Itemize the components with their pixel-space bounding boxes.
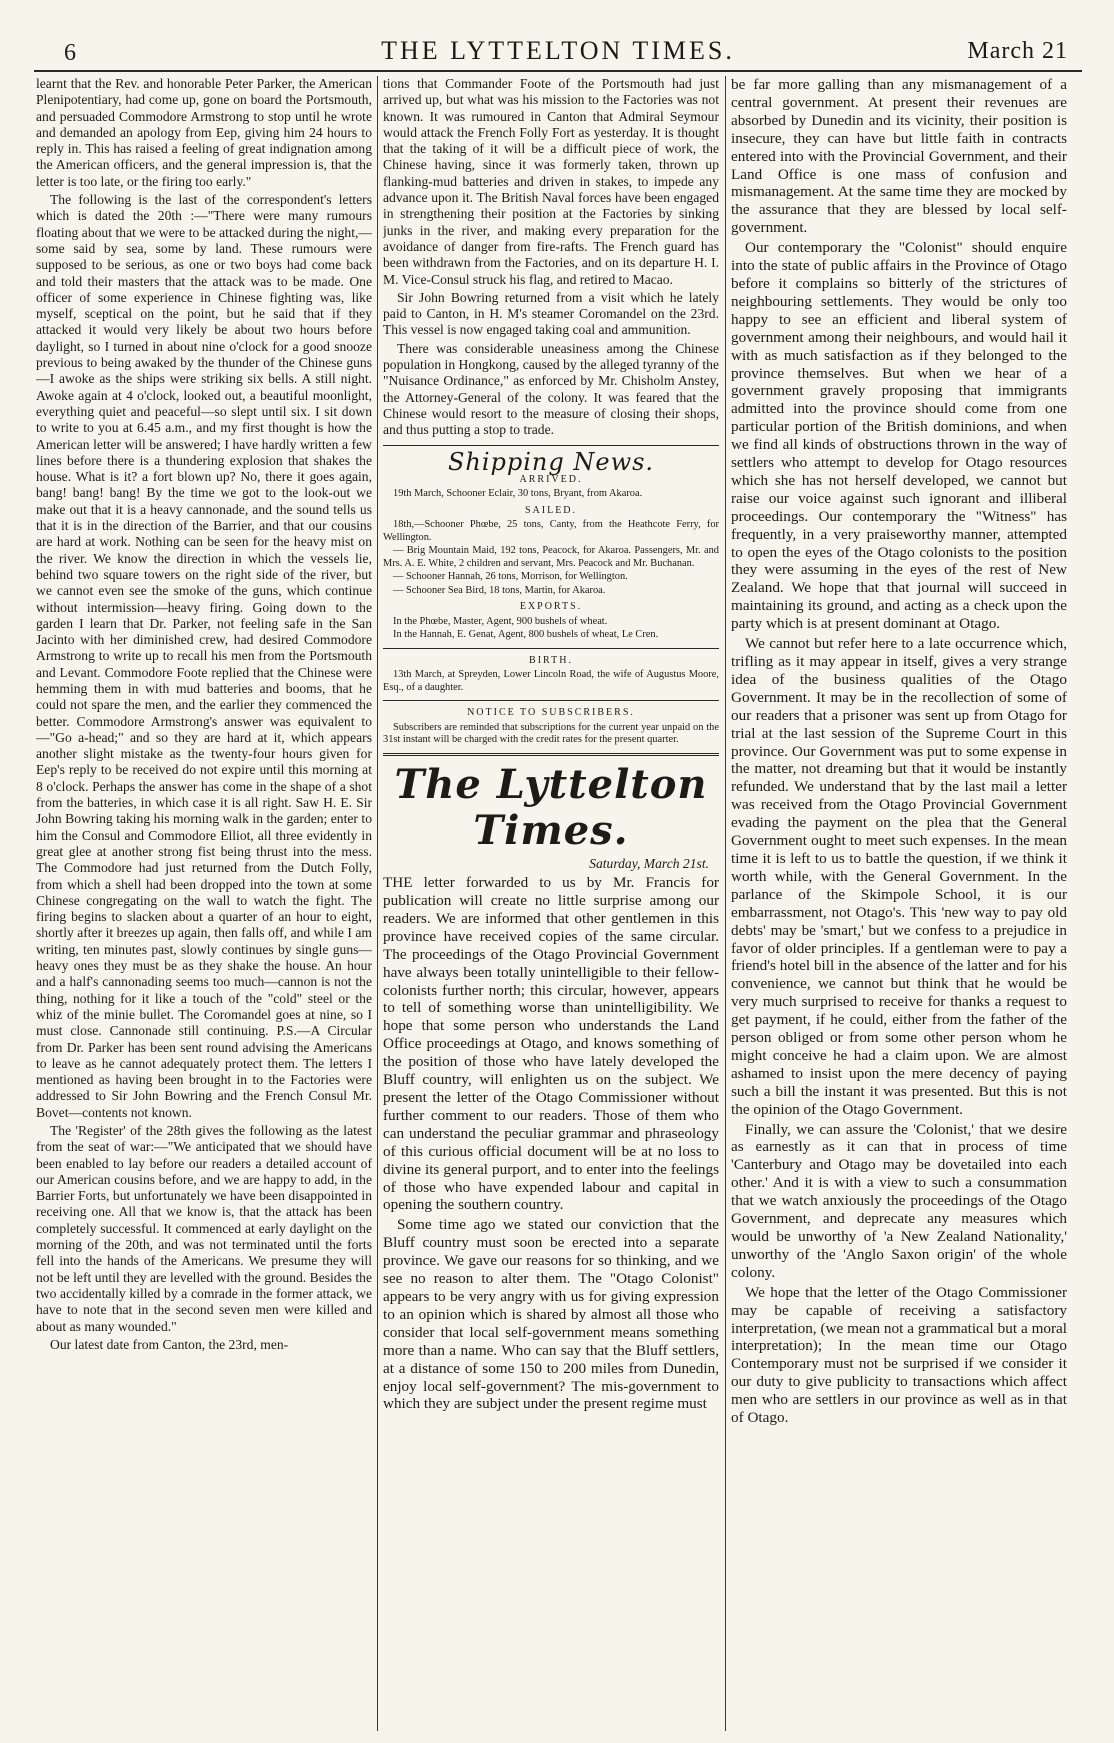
shipping-news-heading: Shipping News. [447, 447, 655, 476]
column-divider [377, 76, 378, 1731]
sailing-entry: — Schooner Hannah, 26 tons, Morrison, for Wellington. [393, 571, 628, 583]
paragraph: The 'Register' of the 28th gives the following as the latest from the seat of war:—"We anticipated that we should have been enabled to lay before our readers a detailed account of our American cousins before, and we are happy to add, in the Barrier Forts, but unfortunately we have been disappointed in receiving one. All that we know is, that the attack has been completely successful. It commenced at early daylight on the morning of the 20th, and was not terminated until the forts fell into the hands of the Americans. We presume they will not be left until they are levelled with the ground. Besides the two accidentally killed by a comrade in the former attack, we have to note that in the second seven men were killed and about as many wounded." [36, 1123, 372, 1334]
sailing-entry: — Schooner Sea Bird, 18 tons, Martin, for Akaroa. [393, 584, 606, 596]
notice-label: NOTICE TO SUBSCRIBERS. [467, 707, 635, 719]
paragraph: Sir John Bowring returned from a visit which he lately paid to Canton, in H. M's steamer Coromandel on the 23rd. This vessel is now engaged taking coal and ammunition. [383, 289, 719, 338]
column-divider [725, 76, 726, 1731]
exports-label: EXPORTS. [519, 601, 583, 613]
paragraph: learnt that the Rev. and honorable Peter Parker, the American Plenipotentiary, had come up, gone on board the Portsmouth, and persuaded Commodore Armstrong to stop until he wrote and demanded an apology from Eep, giving him 24 hours to reply in. This has raised a feeling of great indignation among the American officers, and the general impression is, that the letter is too late, or the firing too early." [36, 76, 372, 189]
arrival-entry: 19th March, Schooner Eclair, 30 tons, Bryant, from Akaroa. [393, 488, 643, 500]
section-rule [383, 445, 719, 446]
paragraph: The following is the last of the correspondent's letters which is dated the 20th :—"There were many rumours floating about that we were to be attacked during the night,—some said by sea, some by land. These rumours were supposed to be serious, as one or two boys had come back and told their masters that the attack was to be made. One officer of some experience in Chinese fighting was, like myself, sceptical on the point, but he said that if they attacked it would very likely be about two hours before daylight, so I turned in about nine o'clock for a good snooze previous to being awaked by the thunder of the Chinese guns—I awoke as the ships were striking six bells. A still night. Awoke again at 4 o'clock, looked out, a beautiful moonlight, everything quiet and peaceful—so slept until six. I sit down to write to you at 6.45 a.m., and my first thought is how the American letter will be answered; I have hardly written a few lines before there is a thundering explosion that shakes the house. What is it? a fort blown up? No, there it goes again, bang! bang! bang! By the time we got to the look-out we make out that it is a heavy cannonade, and the sound tells us that it is in the direction of the Barrier, and that our cousins are hard at work. Nothing can be seen for the heavy mist on the river. We know the direction in which the vessels lie, behind two square towers on the right side of the river, but we cannot even see the smoke of the guns, which continue without intermission—heavy firing. Going down to the garden I learn that Dr. Parker, not feeling safe in the San Jacinto with her diminished crew, had desired Commodore Armstrong to write up to recall his men from the Portsmouth and Levant. Commodore Foote replied that the Chinese were hemming them in with mud batteries and booms, that he could not spare the men, and the earlier they commenced the better. Commodore Armstrong's answer was equivalent to—"Go a-head;" and so they are hard at it, which appears another slight mistake as the twenty-four hours given for Eep's reply to be received do not expire until this morning at 8 o'clock. Perhaps the answer has come in the shape of a shot from the batteries, in which case it is all right. Saw H. E. Sir John Bowring taking his morning walk in the garden; enter to him the Consul and Commodore Elliot, all three evidently in great glee at another strong fist being thrust into the mess. The Commodore had just returned from the Dutch Folly, from which a shell had been dropped into the town at some Chinese congregating on the wall to watch the fight. The firing begins to slacken about a quarter of an hour to eight, shortly after it breezes up again, then falls off, and while I am writing, ten minutes past, slowly continues by single guns—heavy ones they must be as they shake the house. An hour and a half's cannonading seems too much—cannon is not the thing, nothing for it like a touch of the "cold" steel or the whiz of the minie bullet. The Coromandel goes at nine, so I must close. Cannonade still continuing. P.S.—A Circular from Dr. Parker has been sent round advising the Americans to leave as he cannot adequately protect them. The letters I mentioned as having been brought in to the Factories were addressed to Sir John Bowring and the French Consul Mr. Bovet—contents not known. [36, 192, 372, 1120]
paragraph: There was considerable uneasiness among the Chinese population in Hongkong, caused by the alleged tyranny of the "Nuisance Ordinance," as enforced by Mr. Chisholm Anstey, the Attorney-General of the colony. It was feared that the Chinese would resort to the measure of closing their shops, and thus putting a stop to trade. [383, 340, 719, 438]
paragraph: Our latest date from Canton, the 23rd, men- [50, 1336, 289, 1352]
paragraph: be far more galling than any mismanagement of a central government. At present their revenues are absorbed by Dunedin and its vicinity, their position is insecure, they can have but little faith in contracts entered into with the Provincial Government, and their Land Office is one mass of confusion and mismanagement. At the same time they are mocked by the assurance that they are blessed by local self-government. [731, 76, 1067, 237]
section-rule [383, 753, 719, 756]
section-rule [383, 648, 719, 649]
masthead [30, 28, 1086, 68]
editorial-date: Saturday, March 21st. [589, 855, 709, 871]
shipping-news [383, 474, 719, 747]
editorial-body [383, 874, 719, 1413]
issue-date: March 21 [967, 38, 1068, 64]
subscriber-notice: Subscribers are reminded that subscriptions for the current year unpaid on the 31st instant will be charged with the credit rates for the present quarter. [383, 721, 719, 746]
header-rule [34, 70, 1082, 72]
paragraph: tions that Commander Foote of the Portsmouth had just arrived up, but what was his mission to the Factories was not known. It was rumoured in Canton that Admiral Seymour would attack the French Folly Fort as yesterday. It is thought that the taking of it will be a difficult piece of work, the Chinese having, since it was formerly taken, thrown up flanking-mud batteries and driven in stakes, to impede any advance upon it. The British Naval forces have been engaged in strengthening their position at the Factories by sinking junks in the river, and making every preparation for the avoidance of danger from fire-rafts. The French guard has been withdrawn from the Factories, and on its departure H. I. M. Vice-Consul struck his flag, and retired to Macao. [383, 76, 719, 287]
sailing-entry: — Brig Mountain Maid, 192 tons, Peacock, for Akaroa. Passengers, Mr. and Mrs. A. E. White, 2 children and servant, Mrs. Peacock and Mr. Buchanan. [383, 545, 719, 569]
arrived-label: ARRIVED. [519, 473, 583, 485]
column-2 [383, 76, 719, 1726]
paper-title: THE LYTTELTON TIMES. [381, 36, 735, 65]
birth-notice: 13th March, at Spreyden, Lower Lincoln Road, the wife of Augustus Moore, Esq., of a daughter. [383, 669, 719, 693]
sailing-entry: 18th,—Schooner Phœbe, 25 tons, Canty, from the Heathcote Ferry, for Wellington. [383, 519, 719, 543]
export-entry: In the Phœbe, Master, Agent, 900 bushels of wheat. [393, 615, 608, 627]
page-number: 6 [64, 40, 76, 66]
paragraph: We hope that the letter of the Otago Commissioner may be capable of receiving a satisfactory interpretation, (we mean not a grammatical but a moral interpretation); In the mean time our Otago Contemporary must not be surprised if we consider it our duty to give publicity to transactions which affect men who are settlers in our province as well as in that of Otago. [731, 1283, 1067, 1427]
export-entry: In the Hannah, E. Genat, Agent, 800 bushels of wheat, Le Cren. [393, 629, 659, 641]
birth-label: BIRTH. [529, 654, 573, 666]
paragraph: Finally, we can assure the 'Colonist,' that we desire as earnestly as it can that in process of time 'Canterbury and Otago may be dovetailed into each other.' And it is with a view to such a consummation that we watch anxiously the proceedings of the Otago Government, and deprecate any measures which would be unworthy of 'a New Zealand Nationality,' unworthy of the 'Anglo Saxon origin' of the whole colony. [731, 1120, 1067, 1281]
sailed-label: SAILED. [524, 504, 578, 516]
section-rule [383, 700, 719, 701]
paragraph: Some time ago we stated our conviction that the Bluff country must soon be erected into a separate province. We gave our reasons for so thinking, and we see no reason to alter them. The "Otago Colonist" appears to be very angry with us for giving expression to an opinion which is shared by almost all those who consider that local self-government means something more than a name. Who can say that the Bluff settlers, at a distance of some 150 to 200 miles from Dunedin, enjoy local self-government? The mis-government to which they are subject under the present regime must [383, 1216, 719, 1413]
paragraph: We cannot but refer here to a late occurrence which, trifling as it may appear in itself, gives a very strange idea of the business qualities of the Otago Government. It may be in the recollection of some of our readers that a prisoner was sent up from Otago for trial at the last session of the Supreme Court in this province. Our Government was put to some expense in the matter, not dreaming but that it would be instantly refunded. We understand that by the last mail a letter was received from the Otago Provincial Government evading the payment on the plea that the General Government ought to meet such expenses. In the mean time it is left to us to battle the question, if we think it worth while, with the General Government. In the parlance of the Skimpole School, it is our embarrassment, not Otago's. This 'new way to pay old debts' may be 'smart,' but we confess to a prejudice in favor of older principles. If a gentleman were to pay a friend's hotel bill in the absence of the latter and for his convenience, we cannot but think that he would be very much surprised to receive for thanks a request to get payment, if he could, either from the father of the person obliged or from some other person whom he might conceive he had a claim upon. We are almost ashamed to insist upon the mere decency of paying such a bill the instant it was presented. But this is not the opinion of the Otago Government. [731, 635, 1067, 1118]
paragraph: THE letter forwarded to us by Mr. Francis for publication will create no little surprise among our readers. We are informed that other gentlemen in this province have received copies of the same circular. The proceedings of the Otago Provincial Government have always been totally unintelligible to their fellow-colonists further north; this circular, however, appears to tell of something worse than unintelligibility. We hope that some person who understands the Land Office proceedings at Otago, and knows something of the position of those who have lately developed the Bluff country, will enlighten us on the subject. We present the letter of the Otago Commissioner without further comment to our readers. Those of them who can understand the peculiar grammar and phraseology of this curious official document will be at no loss to divine its general purport, and to enter into the feelings of those who have expended labour and capital in opening the southern country. [383, 874, 719, 1214]
column-1 [36, 76, 372, 1726]
paragraph: Our contemporary the "Colonist" should enquire into the state of public affairs in the Province of Otago before it complains so bitterly of the strictures of neighbouring settlements. They would be only too happy to see an efficient and liberal system of government among their neighbours, and would hail it with as much satisfaction as if they belonged to the province themselves. But when we hear of a government gravely proposing that immigrants admitted into the province should come from one particular portion of the British dominions, and when we find all kinds of obstructions thrown in the way of settlers who attempt to develop for Otago resources which she has not herself developed, we cannot but raise our voice against such ignorant and illiberal proceedings. Our contemporary the "Witness" has frequently, in a very praiseworthy manner, attempted to open the eyes of the Otago colonists to the position they were assuming in the eyes of the rest of New Zealand. We hope that that journal will succeed in maintaining its ground, and acting as a check upon the party which is at present dominant at Otago. [731, 239, 1067, 633]
editorial-title: The Lyttelton Times. [394, 760, 708, 854]
column-3 [731, 76, 1067, 1726]
